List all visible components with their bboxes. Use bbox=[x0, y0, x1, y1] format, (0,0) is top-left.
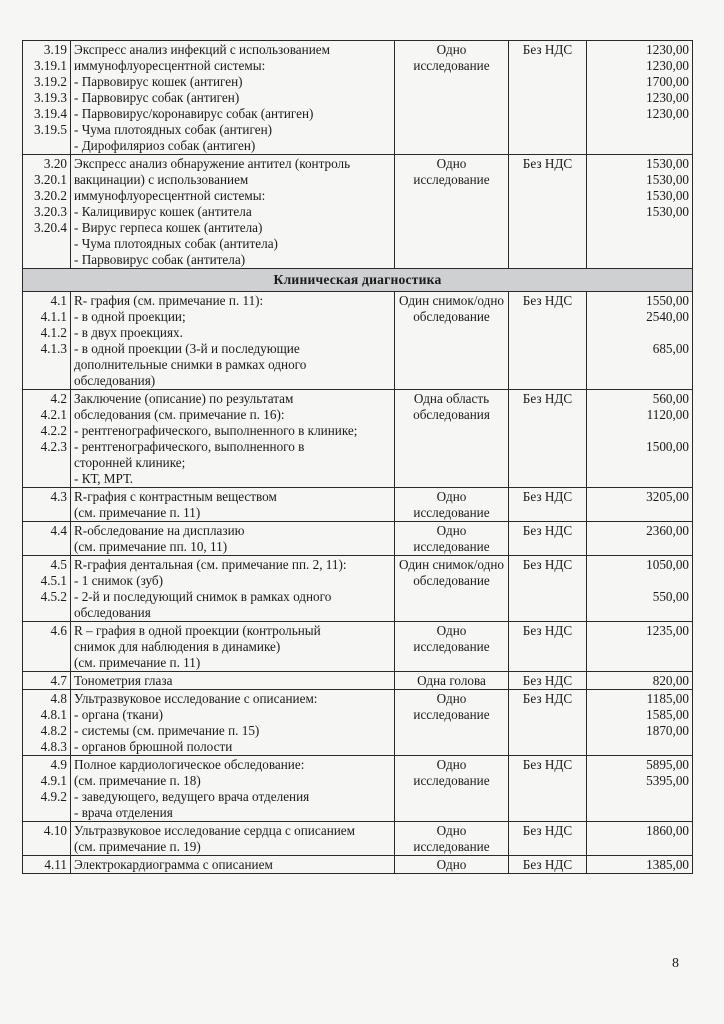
service-description-line: - рентгенографического, выполненного в клинике; bbox=[74, 423, 358, 438]
price-value: 560,00 bbox=[652, 391, 689, 406]
section-title: Клиническая диагностика bbox=[23, 269, 693, 292]
unit-of-measure: Одно исследование bbox=[395, 822, 509, 856]
item-number: 3.20.1 bbox=[34, 172, 67, 187]
vat-status: Без НДС bbox=[509, 856, 587, 874]
table-row bbox=[23, 856, 693, 874]
item-number: 4.2.1 bbox=[40, 407, 67, 422]
unit-of-measure: Одно исследование bbox=[395, 41, 509, 155]
service-description-line: - Чума плотоядных собак (антитела) bbox=[74, 236, 278, 251]
unit-of-measure: Одно исследование bbox=[395, 488, 509, 522]
service-description-line: (см. примечание п. 19) bbox=[74, 839, 201, 854]
item-number: 4.1.3 bbox=[40, 341, 67, 356]
item-number: 4.2.3 bbox=[40, 439, 67, 454]
table-row bbox=[23, 756, 693, 822]
price-cell bbox=[587, 822, 693, 856]
service-description-line: - в одной проекции (3-й и последующие bbox=[74, 341, 300, 356]
service-description-line: иммунофлуоресцентной системы: bbox=[74, 58, 266, 73]
item-number: 4.3 bbox=[50, 489, 67, 504]
vat-status: Без НДС bbox=[509, 390, 587, 488]
price-value: 2360,00 bbox=[646, 523, 689, 538]
service-description-line: обследования bbox=[74, 605, 151, 620]
service-description-line: Экспресс анализ обнаружение антител (контроль bbox=[74, 156, 351, 171]
unit-of-measure: Одно исследование bbox=[395, 155, 509, 269]
vat-status: Без НДС bbox=[509, 822, 587, 856]
service-description-line: R-обследование на дисплазию bbox=[74, 523, 245, 538]
service-description-line: R – графия в одной проекции (контрольный bbox=[74, 623, 321, 638]
price-value: 1230,00 bbox=[646, 90, 689, 105]
service-description-line: Ультразвуковое исследование с описанием: bbox=[74, 691, 318, 706]
unit-of-measure: Одно исследование bbox=[395, 756, 509, 822]
price-value: 1235,00 bbox=[646, 623, 689, 638]
service-description-line: (см. примечание п. 18) bbox=[74, 773, 201, 788]
table-row bbox=[23, 556, 693, 622]
price-value: 1530,00 bbox=[646, 156, 689, 171]
table-row bbox=[23, 822, 693, 856]
service-description-line: (см. примечание п. 11) bbox=[74, 505, 201, 520]
table-row bbox=[23, 672, 693, 690]
price-value: 1500,00 bbox=[646, 439, 689, 454]
price-cell bbox=[587, 292, 693, 390]
item-number: 4.2.2 bbox=[40, 423, 67, 438]
service-description-line: - в двух проекциях. bbox=[74, 325, 183, 340]
table-row bbox=[23, 622, 693, 672]
service-description-line: обследования) bbox=[74, 373, 156, 388]
item-number: 3.20 bbox=[43, 156, 67, 171]
table-row bbox=[23, 390, 693, 488]
vat-status: Без НДС bbox=[509, 756, 587, 822]
service-description-cell bbox=[71, 556, 395, 622]
item-number: 3.19.1 bbox=[34, 58, 67, 73]
service-description-line: - органов брюшной полости bbox=[74, 739, 233, 754]
service-description-line: - Парвовирус собак (антитела) bbox=[74, 252, 246, 267]
price-cell bbox=[587, 390, 693, 488]
price-value: 1530,00 bbox=[646, 172, 689, 187]
price-value: 685,00 bbox=[652, 341, 689, 356]
item-number: 4.11 bbox=[44, 857, 67, 872]
service-description-line: - органа (ткани) bbox=[74, 707, 164, 722]
price-value: 1385,00 bbox=[646, 857, 689, 872]
price-value: 3205,00 bbox=[646, 489, 689, 504]
unit-of-measure: Одно исследование bbox=[395, 690, 509, 756]
vat-status: Без НДС bbox=[509, 155, 587, 269]
price-table bbox=[22, 40, 693, 874]
item-number: 4.4 bbox=[50, 523, 67, 538]
vat-status: Без НДС bbox=[509, 522, 587, 556]
service-description-line: Тонометрия глаза bbox=[74, 673, 173, 688]
service-description-line: - Парвовирус кошек (антиген) bbox=[74, 74, 243, 89]
price-value: 5895,00 bbox=[646, 757, 689, 772]
item-number-cell bbox=[23, 522, 71, 556]
item-number: 4.8.2 bbox=[40, 723, 67, 738]
item-number-cell bbox=[23, 41, 71, 155]
price-value: 1530,00 bbox=[646, 188, 689, 203]
service-description-cell bbox=[71, 622, 395, 672]
item-number: 4.1.2 bbox=[40, 325, 67, 340]
page-number: 8 bbox=[672, 956, 679, 971]
item-number: 3.20.4 bbox=[34, 220, 67, 235]
item-number: 4.5 bbox=[50, 557, 67, 572]
price-cell bbox=[587, 622, 693, 672]
price-value: 1230,00 bbox=[646, 106, 689, 121]
unit-of-measure: Один снимок/одно обследование bbox=[395, 292, 509, 390]
price-value: 1185,00 bbox=[646, 691, 689, 706]
price-table-body-top bbox=[23, 41, 693, 269]
price-table-body-clinical bbox=[23, 292, 693, 874]
item-number: 3.20.2 bbox=[34, 188, 67, 203]
price-value bbox=[590, 573, 689, 589]
service-description-line: дополнительные снимки в рамках одного bbox=[74, 357, 307, 372]
service-description-line: - Дирофиляриоз собак (антиген) bbox=[74, 138, 256, 153]
service-description-line: (см. примечание пп. 10, 11) bbox=[74, 539, 228, 554]
item-number: 4.9.2 bbox=[40, 789, 67, 804]
section-header-row bbox=[23, 269, 693, 292]
item-number: 4.8 bbox=[50, 691, 67, 706]
price-value: 1120,00 bbox=[646, 407, 689, 422]
price-cell bbox=[587, 155, 693, 269]
unit-of-measure: Одна область обследования bbox=[395, 390, 509, 488]
service-description-line: Экспресс анализ инфекций с использованием bbox=[74, 42, 330, 57]
service-description-cell bbox=[71, 522, 395, 556]
price-cell bbox=[587, 41, 693, 155]
table-row bbox=[23, 41, 693, 155]
price-cell bbox=[587, 672, 693, 690]
item-number-cell bbox=[23, 556, 71, 622]
service-description-line: - 2-й и последующий снимок в рамках одного bbox=[74, 589, 332, 604]
service-description-line: Заключение (описание) по результатам bbox=[74, 391, 294, 406]
service-description-line: R-графия дентальная (см. примечание пп. 2, 11): bbox=[74, 557, 347, 572]
service-description-line: Электрокардиограмма с описанием bbox=[74, 857, 273, 872]
service-description-line: - Чума плотоядных собак (антиген) bbox=[74, 122, 273, 137]
service-description-line: - Вирус герпеса кошек (антитела) bbox=[74, 220, 263, 235]
price-value: 2540,00 bbox=[646, 309, 689, 324]
service-description-cell bbox=[71, 292, 395, 390]
service-description-cell bbox=[71, 856, 395, 874]
unit-of-measure: Одно исследование bbox=[395, 622, 509, 672]
service-description-cell bbox=[71, 155, 395, 269]
vat-status: Без НДС bbox=[509, 292, 587, 390]
service-description-line: - КТ, МРТ. bbox=[74, 471, 134, 486]
table-row bbox=[23, 292, 693, 390]
service-description-cell bbox=[71, 822, 395, 856]
service-description-line: - системы (см. примечание п. 15) bbox=[74, 723, 260, 738]
service-description-line: Ультразвуковое исследование сердца с описанием bbox=[74, 823, 356, 838]
item-number: 4.1 bbox=[50, 293, 67, 308]
service-description-line: обследования (см. примечание п. 16): bbox=[74, 407, 285, 422]
item-number-cell bbox=[23, 690, 71, 756]
price-value: 1230,00 bbox=[646, 58, 689, 73]
vat-status: Без НДС bbox=[509, 690, 587, 756]
service-description-cell bbox=[71, 41, 395, 155]
unit-of-measure: Одна голова bbox=[395, 672, 509, 690]
vat-status: Без НДС bbox=[509, 41, 587, 155]
price-value: 1230,00 bbox=[646, 42, 689, 57]
item-number-cell bbox=[23, 672, 71, 690]
table-row bbox=[23, 690, 693, 756]
price-cell bbox=[587, 756, 693, 822]
vat-status: Без НДС bbox=[509, 488, 587, 522]
table-row bbox=[23, 522, 693, 556]
price-value: 1860,00 bbox=[646, 823, 689, 838]
service-description-cell bbox=[71, 672, 395, 690]
vat-status: Без НДС bbox=[509, 556, 587, 622]
service-description-line: сторонней клинике; bbox=[74, 455, 186, 470]
item-number: 4.10 bbox=[43, 823, 67, 838]
price-cell bbox=[587, 522, 693, 556]
item-number: 4.8.1 bbox=[40, 707, 67, 722]
unit-of-measure: Один снимок/одно обследование bbox=[395, 556, 509, 622]
table-row bbox=[23, 155, 693, 269]
price-value: 1700,00 bbox=[646, 74, 689, 89]
item-number-cell bbox=[23, 756, 71, 822]
item-number: 4.7 bbox=[50, 673, 67, 688]
service-description-cell bbox=[71, 756, 395, 822]
service-description-cell bbox=[71, 488, 395, 522]
unit-of-measure: Одно исследование bbox=[395, 522, 509, 556]
item-number: 3.19.5 bbox=[34, 122, 67, 137]
service-description-line: (см. примечание п. 11) bbox=[74, 655, 201, 670]
service-description-line: - заведующего, ведущего врача отделения bbox=[74, 789, 310, 804]
price-value: 1585,00 bbox=[646, 707, 689, 722]
price-value: 1870,00 bbox=[646, 723, 689, 738]
item-number: 4.6 bbox=[50, 623, 67, 638]
item-number-cell bbox=[23, 292, 71, 390]
table-row bbox=[23, 488, 693, 522]
item-number: 3.19 bbox=[43, 42, 67, 57]
item-number: 4.8.3 bbox=[40, 739, 67, 754]
service-description-line: Полное кардиологическое обследование: bbox=[74, 757, 305, 772]
service-description-line: - Парвовирус/коронавирус собак (антиген) bbox=[74, 106, 314, 121]
service-description-line: - в одной проекции; bbox=[74, 309, 186, 324]
item-number: 4.1.1 bbox=[40, 309, 67, 324]
price-value: 1530,00 bbox=[646, 204, 689, 219]
service-description-line: R-графия с контрастным веществом bbox=[74, 489, 277, 504]
price-value bbox=[590, 423, 689, 439]
price-value: 1550,00 bbox=[646, 293, 689, 308]
item-number: 3.19.4 bbox=[34, 106, 67, 121]
item-number-cell bbox=[23, 155, 71, 269]
price-value bbox=[590, 325, 689, 341]
section-header-group bbox=[23, 269, 693, 292]
service-description-line: - Калицивирус кошек (антитела bbox=[74, 204, 252, 219]
item-number: 4.9 bbox=[50, 757, 67, 772]
price-cell bbox=[587, 690, 693, 756]
service-description-line: вакцинации) с использованием bbox=[74, 172, 249, 187]
price-value: 550,00 bbox=[652, 589, 689, 604]
service-description-line: снимок для наблюдения в динамике) bbox=[74, 639, 281, 654]
unit-of-measure: Одно bbox=[395, 856, 509, 874]
service-description-line: - 1 снимок (зуб) bbox=[74, 573, 164, 588]
item-number-cell bbox=[23, 822, 71, 856]
price-cell bbox=[587, 856, 693, 874]
service-description-line: - Парвовирус собак (антиген) bbox=[74, 90, 240, 105]
item-number: 3.19.3 bbox=[34, 90, 67, 105]
price-value: 1050,00 bbox=[646, 557, 689, 572]
item-number-cell bbox=[23, 856, 71, 874]
price-value: 820,00 bbox=[652, 673, 689, 688]
item-number-cell bbox=[23, 390, 71, 488]
service-description-line: R- графия (см. примечание п. 11): bbox=[74, 293, 264, 308]
price-cell bbox=[587, 488, 693, 522]
price-cell bbox=[587, 556, 693, 622]
item-number: 4.5.2 bbox=[40, 589, 67, 604]
service-description-cell bbox=[71, 390, 395, 488]
item-number: 4.2 bbox=[50, 391, 67, 406]
service-description-line: иммунофлуоресцентной системы: bbox=[74, 188, 266, 203]
item-number: 4.5.1 bbox=[40, 573, 67, 588]
vat-status: Без НДС bbox=[509, 672, 587, 690]
service-description-cell bbox=[71, 690, 395, 756]
item-number: 4.9.1 bbox=[40, 773, 67, 788]
service-description-line: - рентгенографического, выполненного в bbox=[74, 439, 305, 454]
item-number: 3.20.3 bbox=[34, 204, 67, 219]
service-description-line: - врача отделения bbox=[74, 805, 173, 820]
item-number-cell bbox=[23, 622, 71, 672]
price-value: 5395,00 bbox=[646, 773, 689, 788]
vat-status: Без НДС bbox=[509, 622, 587, 672]
item-number-cell bbox=[23, 488, 71, 522]
item-number: 3.19.2 bbox=[34, 74, 67, 89]
